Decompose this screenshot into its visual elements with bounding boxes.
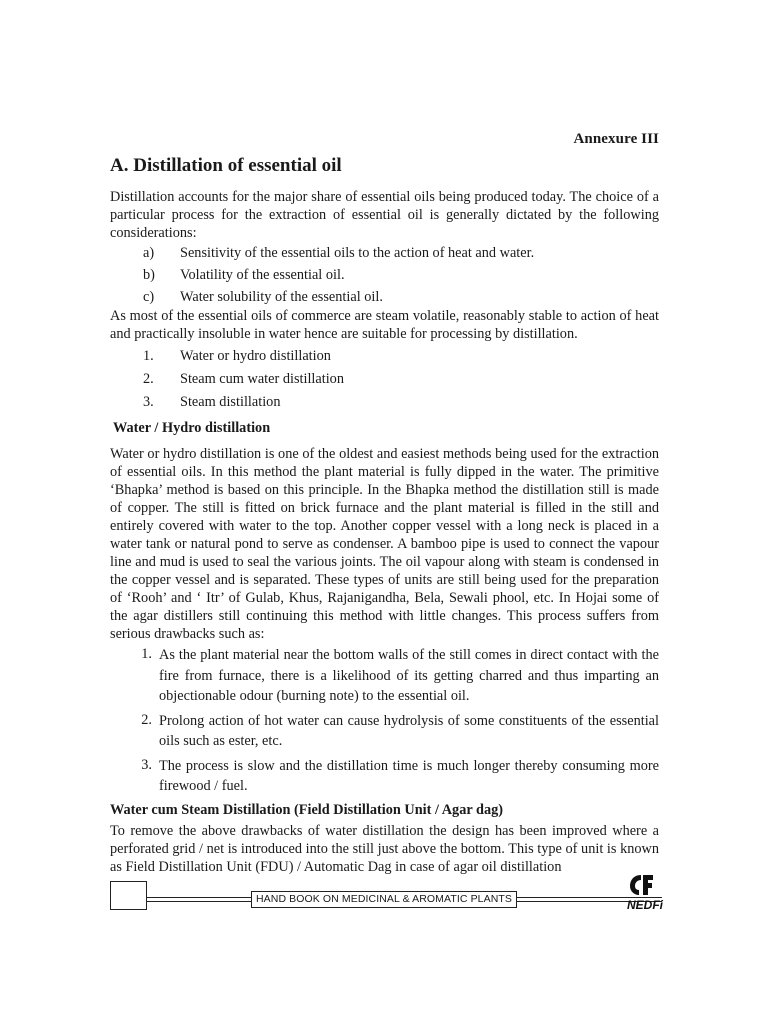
list-item-label: 2.: [143, 370, 154, 387]
list-item-text: As the plant material near the bottom walls of the still comes in direct contact with the fire from furnace, there is a likelihood of its getting charred and thus imparting an objectionable odour (burning note) to the essential oil.: [159, 647, 659, 704]
list-item-label: 2.: [141, 711, 152, 728]
page-title: A. Distillation of essential oil: [110, 155, 342, 176]
list-item-text: Water or hydro distillation: [180, 347, 331, 364]
list-item: [110, 711, 659, 752]
list-item-text: Steam cum water distillation: [180, 370, 344, 387]
list-item-text: The process is slow and the distillation time is much longer thereby consuming more firewood / fuel.: [159, 757, 659, 794]
intro-paragraph: Distillation accounts for the major share of essential oils being produced today. The choice of a particular process for the extraction of essential oil is generally dictated by the following considerations:: [110, 189, 659, 241]
list-item-label: 1.: [143, 347, 154, 364]
drawbacks-list: [110, 645, 659, 797]
methods-list: [110, 344, 659, 413]
list-item: [110, 344, 659, 367]
footer-book-title: HAND BOOK ON MEDICINAL & AROMATIC PLANTS: [251, 891, 517, 908]
list-item-text: Sensitivity of the essential oils to the action of heat and water.: [180, 245, 535, 261]
section-heading-hydro: Water / Hydro distillation: [113, 420, 271, 436]
list-item: [110, 367, 659, 390]
list-item: [110, 242, 659, 264]
paragraph-steam-volatile: As most of the essential oils of commerce are steam volatile, reasonably stable to action of heat and practically insoluble in water hence are suitable for processing by distillation.: [110, 308, 659, 342]
list-item-text: Volatility of the essential oil.: [180, 267, 345, 283]
list-item-label: 3.: [143, 393, 154, 410]
list-item: [110, 286, 659, 308]
list-item: [110, 645, 659, 707]
section-heading-steam: Water cum Steam Distillation (Field Distillation Unit / Agar dag): [110, 801, 504, 818]
page-footer: [110, 880, 662, 912]
list-item-label: 3.: [141, 756, 152, 773]
list-item-text: Water solubility of the essential oil.: [180, 289, 383, 305]
section-body-hydro: Water or hydro distillation is one of the oldest and easiest methods being used for the extraction of essential oils. In this method the plant material is fully dipped in the water. The primitive ‘Bhapka’ method is based on this principle. In the Bhapka method the distillation still is made of copper. The still is fitted on brick furnace and the plant material is filled in the still and entirely covered with water to the top. Another copper vessel with a long neck is placed in a water tank or natural pond to serve as condenser. A bamboo pipe is used to connect the vapour line and mud is used to seal the various joints. The oil vapour along with steam is condensed in the copper vessel and is separated. These types of units are still being used for the preparation of ‘Rooh’ and ‘ Itr’ of Gulab, Khus, Rajanigandha, Bela, Sewali phool, etc. In Hojai some of the agar distillers still continuing this method with little changes. This process suffers from serious drawbacks such as:: [110, 446, 659, 642]
list-item-label: c): [143, 289, 155, 305]
list-item-label: 1.: [141, 646, 152, 662]
nedfi-logo-icon: [625, 871, 665, 913]
list-item: [110, 390, 659, 413]
logo-text: NEDFi: [627, 898, 663, 912]
list-item: [110, 264, 659, 286]
list-item-label: b): [143, 267, 155, 283]
list-item-text: Steam distillation: [180, 393, 281, 410]
considerations-list: [110, 242, 659, 308]
annexure-label: Annexure III: [573, 131, 659, 147]
document-body: [110, 188, 659, 876]
page-number-box: [110, 881, 147, 910]
section-body-steam: To remove the above drawbacks of water distillation the design has been improved where a perforated grid / net is introduced into the still just above the bottom. This type of unit is known as Field Distillation Unit (FDU) / Automatic Dag in case of agar oil distillation: [110, 822, 659, 875]
list-item-text: Prolong action of hot water can cause hydrolysis of some constituents of the essential oils such as ester, etc.: [159, 712, 659, 749]
list-item: [110, 756, 659, 797]
list-item-label: a): [143, 245, 155, 261]
